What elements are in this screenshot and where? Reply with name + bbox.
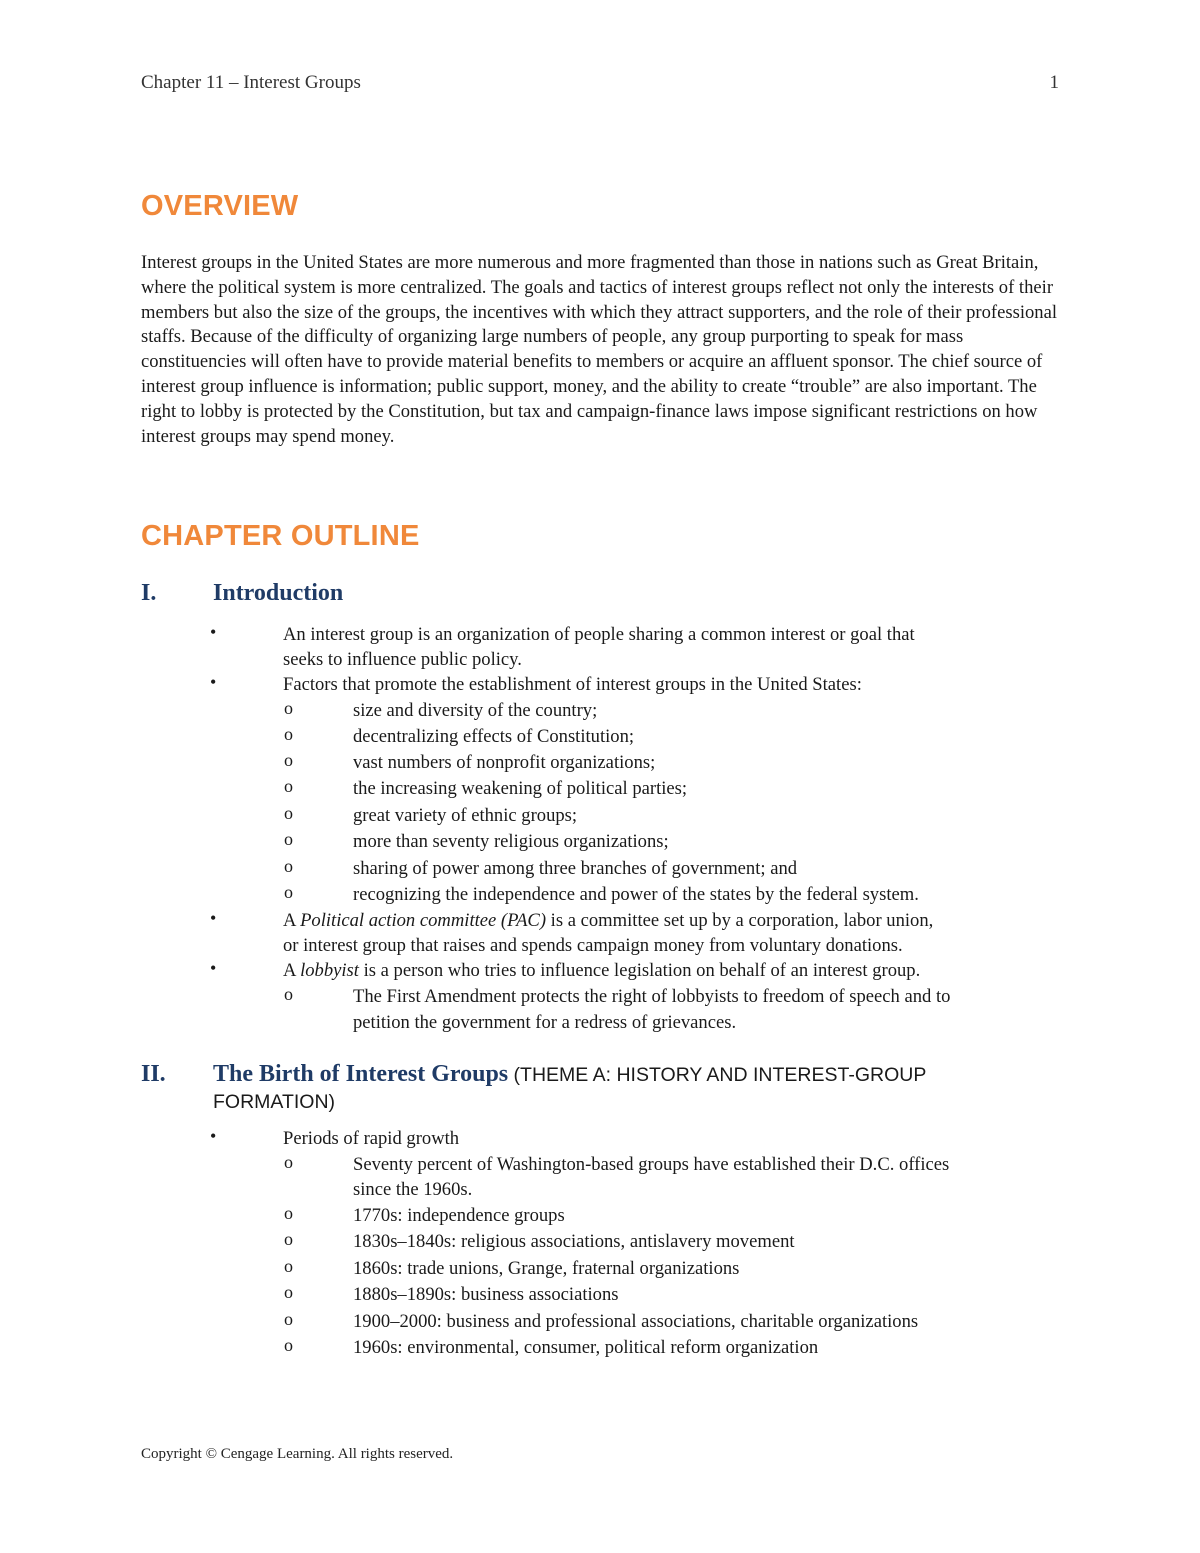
overview-paragraph: Interest groups in the United States are more numerous and more fragmented than those in nations such as Great Britain, where the political system is more centralized. The goals and tactics of interest groups reflect not only the interests of their members but also the size of the groups, the incentives with which they attract supporters, and the role of their professional staffs. Because of the difficulty of organizing large numbers of people, any group purporting to speak for mass constituencies will often have to provide material benefits to members or acquire an affluent sponsor. The chief source of interest group influence is information; public support, money, and the ability to create “trouble” are also important. The right to lobby is protected by the Constitution, but tax and campaign-finance laws impose significant restrictions on how interest groups may spend money. xyxy=(141,252,1058,447)
sub-list-item: more than seventy religious organizations; xyxy=(353,831,669,852)
section-title-text: The Birth of Interest Groups xyxy=(213,1061,509,1087)
section-theme: (THEME A: HISTORY AND INTEREST-GROUP xyxy=(508,1064,927,1086)
list-item-prefix: A xyxy=(283,960,301,981)
bullet-icon: • xyxy=(210,958,217,978)
sub-list-item: great variety of ethnic groups; xyxy=(353,805,578,826)
section-title xyxy=(213,1061,926,1088)
sub-bullet-icon: o xyxy=(284,1229,293,1249)
sub-bullet-icon: o xyxy=(284,698,293,718)
sub-bullet-icon: o xyxy=(284,1152,293,1172)
sub-bullet-icon: o xyxy=(284,829,293,849)
sub-list-item: recognizing the independence and power of the states by the federal system. xyxy=(353,884,919,905)
sub-list-item: 1830s–1840s: religious associations, antislavery movement xyxy=(353,1231,795,1252)
page-number: 1 xyxy=(1049,72,1059,93)
page-header xyxy=(141,72,1059,94)
bullet-icon: • xyxy=(210,672,217,692)
bullet-icon: • xyxy=(210,1126,217,1146)
sub-list-item-continuation: petition the government for a redress of grievances. xyxy=(353,1012,737,1033)
sub-bullet-icon: o xyxy=(284,856,293,876)
sub-bullet-icon: o xyxy=(284,1203,293,1223)
section-number: II. xyxy=(141,1061,166,1087)
sub-list-item: Seventy percent of Washington-based groups have established their D.C. offices xyxy=(353,1154,950,1175)
list-item: An interest group is an organization of people sharing a common interest or goal that xyxy=(283,624,915,645)
sub-bullet-icon: o xyxy=(284,882,293,902)
copyright-footer: Copyright © Cengage Learning. All rights reserved. xyxy=(141,1446,454,1462)
sub-bullet-icon: o xyxy=(284,750,293,770)
list-item xyxy=(283,908,1043,933)
lobbyist-term: lobbyist xyxy=(300,960,359,981)
sub-list-item: 1860s: trade unions, Grange, fraternal organizations xyxy=(353,1258,740,1279)
pac-term: Political action committee (PAC) xyxy=(300,910,547,931)
sub-bullet-icon: o xyxy=(284,776,293,796)
header-title: Chapter 11 – Interest Groups xyxy=(141,72,361,93)
sub-bullet-icon: o xyxy=(284,1309,293,1329)
bullet-icon: • xyxy=(210,622,217,642)
chapter-outline-heading: CHAPTER OUTLINE xyxy=(141,520,420,552)
sub-bullet-icon: o xyxy=(284,1282,293,1302)
list-item-continuation: or interest group that raises and spends campaign money from voluntary donations. xyxy=(283,935,903,956)
sub-list-item: size and diversity of the country; xyxy=(353,700,598,721)
section-number: I. xyxy=(141,580,157,606)
overview-heading: OVERVIEW xyxy=(141,190,299,222)
sub-list-item: The First Amendment protects the right of lobbyists to freedom of speech and to xyxy=(353,986,951,1007)
sub-list-item: 1880s–1890s: business associations xyxy=(353,1284,619,1305)
sub-list-item-continuation: since the 1960s. xyxy=(353,1179,473,1200)
sub-list-item: 1770s: independence groups xyxy=(353,1205,565,1226)
list-item: Factors that promote the establishment of interest groups in the United States: xyxy=(283,674,862,695)
list-item xyxy=(283,958,1043,983)
section-title: Introduction xyxy=(213,580,344,606)
sub-list-item: 1900–2000: business and professional associations, charitable organizations xyxy=(353,1311,919,1332)
sub-bullet-icon: o xyxy=(284,803,293,823)
sub-list-item: the increasing weakening of political parties; xyxy=(353,778,688,799)
sub-bullet-icon: o xyxy=(284,724,293,744)
sub-list-item: 1960s: environmental, consumer, political reform organization xyxy=(353,1337,819,1358)
sub-bullet-icon: o xyxy=(284,1335,293,1355)
list-item: Periods of rapid growth xyxy=(283,1128,460,1149)
list-item-text: is a committee set up by a corporation, labor union, xyxy=(546,910,934,931)
section-theme-continuation: FORMATION) xyxy=(213,1091,336,1113)
bullet-icon: • xyxy=(210,908,217,928)
sub-list-item: vast numbers of nonprofit organizations; xyxy=(353,752,656,773)
list-item-text: is a person who tries to influence legislation on behalf of an interest group. xyxy=(358,960,921,981)
sub-list-item: sharing of power among three branches of government; and xyxy=(353,858,798,879)
list-item-continuation: seeks to influence public policy. xyxy=(283,649,522,670)
sub-bullet-icon: o xyxy=(284,984,293,1004)
sub-list-item: decentralizing effects of Constitution; xyxy=(353,726,635,747)
sub-bullet-icon: o xyxy=(284,1256,293,1276)
list-item-prefix: A xyxy=(283,910,301,931)
